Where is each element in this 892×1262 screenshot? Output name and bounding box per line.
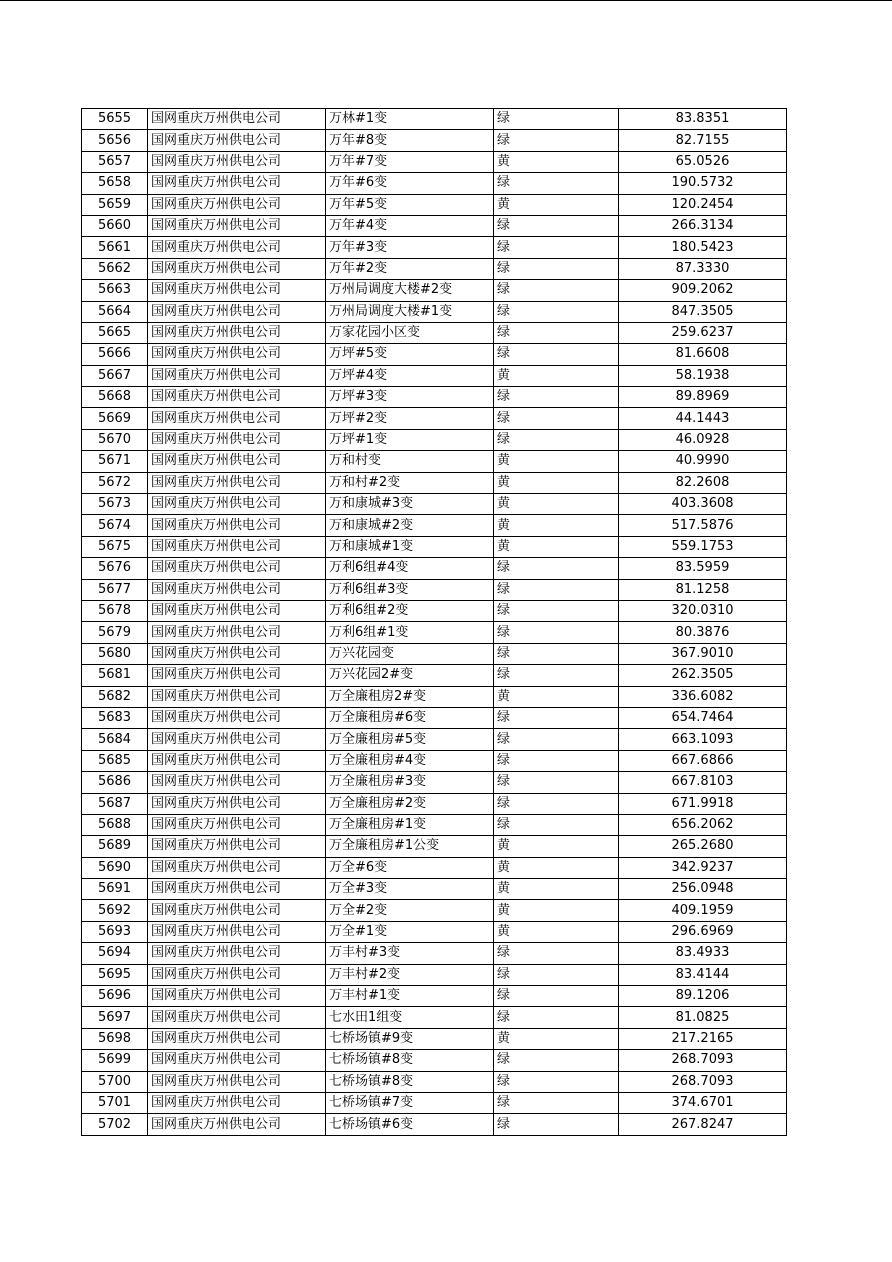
- row-id-cell: 5665: [82, 322, 148, 343]
- table-row: [82, 900, 787, 921]
- company-cell: 国网重庆万州供电公司: [148, 322, 326, 343]
- company-cell: 国网重庆万州供电公司: [148, 814, 326, 835]
- value-cell: 87.3330: [619, 258, 787, 279]
- row-id-cell: 5664: [82, 301, 148, 322]
- status-color-cell: 黄: [494, 900, 619, 921]
- row-id-cell: 5702: [82, 1114, 148, 1135]
- status-color-cell: 绿: [494, 173, 619, 194]
- status-color-cell: 绿: [494, 109, 619, 130]
- company-cell: 国网重庆万州供电公司: [148, 365, 326, 386]
- table-row: [82, 237, 787, 258]
- company-cell: 国网重庆万州供电公司: [148, 943, 326, 964]
- row-id-cell: 5686: [82, 772, 148, 793]
- station-cell: 七桥场镇#6变: [326, 1114, 494, 1135]
- row-id-cell: 5663: [82, 280, 148, 301]
- table-row: [82, 793, 787, 814]
- value-cell: 320.0310: [619, 600, 787, 621]
- table-row: [82, 109, 787, 130]
- row-id-cell: 5678: [82, 600, 148, 621]
- status-color-cell: 绿: [494, 1114, 619, 1135]
- value-cell: 83.5959: [619, 558, 787, 579]
- row-id-cell: 5671: [82, 451, 148, 472]
- table-row: [82, 344, 787, 365]
- company-cell: 国网重庆万州供电公司: [148, 707, 326, 728]
- status-color-cell: 绿: [494, 280, 619, 301]
- table-row: [82, 943, 787, 964]
- company-cell: 国网重庆万州供电公司: [148, 301, 326, 322]
- station-cell: 万全#3变: [326, 879, 494, 900]
- status-color-cell: 绿: [494, 579, 619, 600]
- status-color-cell: 绿: [494, 1092, 619, 1113]
- table-row: [82, 921, 787, 942]
- station-cell: 万全#2变: [326, 900, 494, 921]
- status-color-cell: 绿: [494, 750, 619, 771]
- company-cell: 国网重庆万州供电公司: [148, 280, 326, 301]
- status-color-cell: 绿: [494, 600, 619, 621]
- company-cell: 国网重庆万州供电公司: [148, 686, 326, 707]
- company-cell: 国网重庆万州供电公司: [148, 643, 326, 664]
- row-id-cell: 5666: [82, 344, 148, 365]
- data-table: [81, 108, 787, 1136]
- station-cell: 万坪#4变: [326, 365, 494, 386]
- value-cell: 81.6608: [619, 344, 787, 365]
- status-color-cell: 绿: [494, 622, 619, 643]
- station-cell: 万州局调度大楼#2变: [326, 280, 494, 301]
- value-cell: 268.7093: [619, 1071, 787, 1092]
- table-row: [82, 857, 787, 878]
- station-cell: 万全廉租房#3变: [326, 772, 494, 793]
- value-cell: 336.6082: [619, 686, 787, 707]
- station-cell: 万州局调度大楼#1变: [326, 301, 494, 322]
- value-cell: 847.3505: [619, 301, 787, 322]
- status-color-cell: 黄: [494, 879, 619, 900]
- value-cell: 262.3505: [619, 665, 787, 686]
- station-cell: 万坪#2变: [326, 408, 494, 429]
- station-cell: 万利6组#3变: [326, 579, 494, 600]
- company-cell: 国网重庆万州供电公司: [148, 857, 326, 878]
- status-color-cell: 绿: [494, 1071, 619, 1092]
- station-cell: 万年#5变: [326, 194, 494, 215]
- company-cell: 国网重庆万州供电公司: [148, 258, 326, 279]
- row-id-cell: 5668: [82, 387, 148, 408]
- station-cell: 万全廉租房#4变: [326, 750, 494, 771]
- status-color-cell: 绿: [494, 986, 619, 1007]
- table-row: [82, 387, 787, 408]
- row-id-cell: 5672: [82, 472, 148, 493]
- station-cell: 万利6组#1变: [326, 622, 494, 643]
- table-body: [82, 109, 787, 1136]
- row-id-cell: 5692: [82, 900, 148, 921]
- company-cell: 国网重庆万州供电公司: [148, 130, 326, 151]
- row-id-cell: 5659: [82, 194, 148, 215]
- status-color-cell: 绿: [494, 1050, 619, 1071]
- value-cell: 120.2454: [619, 194, 787, 215]
- status-color-cell: 绿: [494, 643, 619, 664]
- row-id-cell: 5662: [82, 258, 148, 279]
- station-cell: 万和村变: [326, 451, 494, 472]
- table-row: [82, 1007, 787, 1028]
- table-row: [82, 173, 787, 194]
- company-cell: 国网重庆万州供电公司: [148, 579, 326, 600]
- value-cell: 267.8247: [619, 1114, 787, 1135]
- row-id-cell: 5687: [82, 793, 148, 814]
- table-row: [82, 707, 787, 728]
- station-cell: 万林#1变: [326, 109, 494, 130]
- station-cell: 万利6组#4变: [326, 558, 494, 579]
- value-cell: 374.6701: [619, 1092, 787, 1113]
- value-cell: 517.5876: [619, 515, 787, 536]
- row-id-cell: 5660: [82, 215, 148, 236]
- status-color-cell: 黄: [494, 194, 619, 215]
- row-id-cell: 5675: [82, 536, 148, 557]
- status-color-cell: 黄: [494, 451, 619, 472]
- company-cell: 国网重庆万州供电公司: [148, 344, 326, 365]
- status-color-cell: 黄: [494, 536, 619, 557]
- value-cell: 403.3608: [619, 494, 787, 515]
- row-id-cell: 5657: [82, 151, 148, 172]
- status-color-cell: 黄: [494, 365, 619, 386]
- value-cell: 656.2062: [619, 814, 787, 835]
- row-id-cell: 5688: [82, 814, 148, 835]
- table-row: [82, 558, 787, 579]
- status-color-cell: 绿: [494, 558, 619, 579]
- company-cell: 国网重庆万州供电公司: [148, 408, 326, 429]
- row-id-cell: 5691: [82, 879, 148, 900]
- company-cell: 国网重庆万州供电公司: [148, 729, 326, 750]
- table-row: [82, 1071, 787, 1092]
- row-id-cell: 5690: [82, 857, 148, 878]
- company-cell: 国网重庆万州供电公司: [148, 964, 326, 985]
- row-id-cell: 5698: [82, 1028, 148, 1049]
- status-color-cell: 绿: [494, 429, 619, 450]
- company-cell: 国网重庆万州供电公司: [148, 986, 326, 1007]
- company-cell: 国网重庆万州供电公司: [148, 515, 326, 536]
- status-color-cell: 绿: [494, 130, 619, 151]
- row-id-cell: 5670: [82, 429, 148, 450]
- value-cell: 296.6969: [619, 921, 787, 942]
- station-cell: 万丰村#2变: [326, 964, 494, 985]
- table-row: [82, 215, 787, 236]
- status-color-cell: 黄: [494, 836, 619, 857]
- table-row: [82, 879, 787, 900]
- value-cell: 266.3134: [619, 215, 787, 236]
- company-cell: 国网重庆万州供电公司: [148, 494, 326, 515]
- status-color-cell: 绿: [494, 344, 619, 365]
- company-cell: 国网重庆万州供电公司: [148, 900, 326, 921]
- company-cell: 国网重庆万州供电公司: [148, 622, 326, 643]
- table-row: [82, 536, 787, 557]
- row-id-cell: 5697: [82, 1007, 148, 1028]
- row-id-cell: 5684: [82, 729, 148, 750]
- table-row: [82, 322, 787, 343]
- row-id-cell: 5680: [82, 643, 148, 664]
- table-row: [82, 836, 787, 857]
- company-cell: 国网重庆万州供电公司: [148, 879, 326, 900]
- status-color-cell: 绿: [494, 237, 619, 258]
- status-color-cell: 黄: [494, 686, 619, 707]
- table-row: [82, 622, 787, 643]
- table-row: [82, 1050, 787, 1071]
- row-id-cell: 5683: [82, 707, 148, 728]
- value-cell: 81.1258: [619, 579, 787, 600]
- value-cell: 559.1753: [619, 536, 787, 557]
- station-cell: 七桥场镇#7变: [326, 1092, 494, 1113]
- station-cell: 万全#6变: [326, 857, 494, 878]
- row-id-cell: 5679: [82, 622, 148, 643]
- status-color-cell: 绿: [494, 793, 619, 814]
- status-color-cell: 黄: [494, 472, 619, 493]
- value-cell: 217.2165: [619, 1028, 787, 1049]
- table-row: [82, 1028, 787, 1049]
- company-cell: 国网重庆万州供电公司: [148, 451, 326, 472]
- status-color-cell: 绿: [494, 408, 619, 429]
- status-color-cell: 绿: [494, 964, 619, 985]
- station-cell: 七桥场镇#9变: [326, 1028, 494, 1049]
- value-cell: 671.9918: [619, 793, 787, 814]
- table-row: [82, 1114, 787, 1135]
- row-id-cell: 5685: [82, 750, 148, 771]
- station-cell: 万兴花园变: [326, 643, 494, 664]
- station-cell: 七水田1组变: [326, 1007, 494, 1028]
- station-cell: 万全廉租房#2变: [326, 793, 494, 814]
- value-cell: 65.0526: [619, 151, 787, 172]
- station-cell: 万坪#3变: [326, 387, 494, 408]
- value-cell: 180.5423: [619, 237, 787, 258]
- value-cell: 44.1443: [619, 408, 787, 429]
- status-color-cell: 黄: [494, 857, 619, 878]
- row-id-cell: 5677: [82, 579, 148, 600]
- company-cell: 国网重庆万州供电公司: [148, 237, 326, 258]
- value-cell: 654.7464: [619, 707, 787, 728]
- company-cell: 国网重庆万州供电公司: [148, 429, 326, 450]
- row-id-cell: 5658: [82, 173, 148, 194]
- company-cell: 国网重庆万州供电公司: [148, 151, 326, 172]
- table-row: [82, 729, 787, 750]
- value-cell: 81.0825: [619, 1007, 787, 1028]
- table-row: [82, 301, 787, 322]
- status-color-cell: 绿: [494, 665, 619, 686]
- station-cell: 万年#3变: [326, 237, 494, 258]
- station-cell: 万坪#5变: [326, 344, 494, 365]
- station-cell: 万年#2变: [326, 258, 494, 279]
- table-row: [82, 408, 787, 429]
- status-color-cell: 绿: [494, 772, 619, 793]
- table-row: [82, 665, 787, 686]
- table-row: [82, 494, 787, 515]
- station-cell: 七桥场镇#8变: [326, 1071, 494, 1092]
- table-row: [82, 986, 787, 1007]
- row-id-cell: 5689: [82, 836, 148, 857]
- station-cell: 万年#4变: [326, 215, 494, 236]
- company-cell: 国网重庆万州供电公司: [148, 1071, 326, 1092]
- company-cell: 国网重庆万州供电公司: [148, 1007, 326, 1028]
- row-id-cell: 5701: [82, 1092, 148, 1113]
- value-cell: 259.6237: [619, 322, 787, 343]
- station-cell: 万全廉租房#6变: [326, 707, 494, 728]
- table-row: [82, 194, 787, 215]
- value-cell: 89.8969: [619, 387, 787, 408]
- station-cell: 万和康城#1变: [326, 536, 494, 557]
- company-cell: 国网重庆万州供电公司: [148, 1050, 326, 1071]
- value-cell: 40.9990: [619, 451, 787, 472]
- value-cell: 342.9237: [619, 857, 787, 878]
- station-cell: 万丰村#1变: [326, 986, 494, 1007]
- company-cell: 国网重庆万州供电公司: [148, 750, 326, 771]
- status-color-cell: 黄: [494, 151, 619, 172]
- status-color-cell: 绿: [494, 322, 619, 343]
- company-cell: 国网重庆万州供电公司: [148, 536, 326, 557]
- row-id-cell: 5682: [82, 686, 148, 707]
- value-cell: 82.7155: [619, 130, 787, 151]
- status-color-cell: 绿: [494, 258, 619, 279]
- station-cell: 万全廉租房#1公变: [326, 836, 494, 857]
- value-cell: 909.2062: [619, 280, 787, 301]
- status-color-cell: 绿: [494, 729, 619, 750]
- station-cell: 万兴花园2#变: [326, 665, 494, 686]
- station-cell: 万坪#1变: [326, 429, 494, 450]
- company-cell: 国网重庆万州供电公司: [148, 109, 326, 130]
- row-id-cell: 5667: [82, 365, 148, 386]
- value-cell: 409.1959: [619, 900, 787, 921]
- company-cell: 国网重庆万州供电公司: [148, 1028, 326, 1049]
- company-cell: 国网重庆万州供电公司: [148, 387, 326, 408]
- company-cell: 国网重庆万州供电公司: [148, 1114, 326, 1135]
- status-color-cell: 绿: [494, 943, 619, 964]
- station-cell: 万利6组#2变: [326, 600, 494, 621]
- company-cell: 国网重庆万州供电公司: [148, 215, 326, 236]
- table-row: [82, 258, 787, 279]
- table-row: [82, 365, 787, 386]
- status-color-cell: 绿: [494, 814, 619, 835]
- table-row: [82, 1092, 787, 1113]
- station-cell: 万年#7变: [326, 151, 494, 172]
- status-color-cell: 黄: [494, 1028, 619, 1049]
- company-cell: 国网重庆万州供电公司: [148, 921, 326, 942]
- value-cell: 58.1938: [619, 365, 787, 386]
- status-color-cell: 黄: [494, 494, 619, 515]
- table-row: [82, 280, 787, 301]
- row-id-cell: 5699: [82, 1050, 148, 1071]
- company-cell: 国网重庆万州供电公司: [148, 665, 326, 686]
- row-id-cell: 5700: [82, 1071, 148, 1092]
- row-id-cell: 5673: [82, 494, 148, 515]
- company-cell: 国网重庆万州供电公司: [148, 194, 326, 215]
- company-cell: 国网重庆万州供电公司: [148, 772, 326, 793]
- status-color-cell: 绿: [494, 1007, 619, 1028]
- status-color-cell: 绿: [494, 301, 619, 322]
- row-id-cell: 5693: [82, 921, 148, 942]
- value-cell: 663.1093: [619, 729, 787, 750]
- row-id-cell: 5681: [82, 665, 148, 686]
- value-cell: 46.0928: [619, 429, 787, 450]
- table-row: [82, 772, 787, 793]
- value-cell: 190.5732: [619, 173, 787, 194]
- row-id-cell: 5696: [82, 986, 148, 1007]
- station-cell: 万全廉租房#5变: [326, 729, 494, 750]
- row-id-cell: 5674: [82, 515, 148, 536]
- table-row: [82, 964, 787, 985]
- value-cell: 82.2608: [619, 472, 787, 493]
- table-row: [82, 600, 787, 621]
- company-cell: 国网重庆万州供电公司: [148, 1092, 326, 1113]
- station-cell: 万全廉租房#1变: [326, 814, 494, 835]
- value-cell: 80.3876: [619, 622, 787, 643]
- row-id-cell: 5695: [82, 964, 148, 985]
- row-id-cell: 5694: [82, 943, 148, 964]
- company-cell: 国网重庆万州供电公司: [148, 173, 326, 194]
- status-color-cell: 绿: [494, 215, 619, 236]
- value-cell: 83.4144: [619, 964, 787, 985]
- table-row: [82, 750, 787, 771]
- station-cell: 万和村#2变: [326, 472, 494, 493]
- company-cell: 国网重庆万州供电公司: [148, 793, 326, 814]
- table-row: [82, 429, 787, 450]
- table-row: [82, 151, 787, 172]
- station-cell: 万家花园小区变: [326, 322, 494, 343]
- station-cell: 万年#6变: [326, 173, 494, 194]
- page-top-rule: [0, 0, 892, 1]
- table-row: [82, 130, 787, 151]
- table-row: [82, 515, 787, 536]
- status-color-cell: 黄: [494, 515, 619, 536]
- row-id-cell: 5676: [82, 558, 148, 579]
- table-row: [82, 814, 787, 835]
- value-cell: 367.9010: [619, 643, 787, 664]
- value-cell: 89.1206: [619, 986, 787, 1007]
- company-cell: 国网重庆万州供电公司: [148, 558, 326, 579]
- row-id-cell: 5669: [82, 408, 148, 429]
- table-row: [82, 472, 787, 493]
- station-cell: 万和康城#2变: [326, 515, 494, 536]
- row-id-cell: 5656: [82, 130, 148, 151]
- station-cell: 万年#8变: [326, 130, 494, 151]
- company-cell: 国网重庆万州供电公司: [148, 600, 326, 621]
- value-cell: 83.4933: [619, 943, 787, 964]
- row-id-cell: 5661: [82, 237, 148, 258]
- station-cell: 万和康城#3变: [326, 494, 494, 515]
- station-cell: 万全#1变: [326, 921, 494, 942]
- status-color-cell: 绿: [494, 707, 619, 728]
- value-cell: 268.7093: [619, 1050, 787, 1071]
- station-cell: 万丰村#3变: [326, 943, 494, 964]
- value-cell: 667.6866: [619, 750, 787, 771]
- table-row: [82, 579, 787, 600]
- value-cell: 265.2680: [619, 836, 787, 857]
- station-cell: 七桥场镇#8变: [326, 1050, 494, 1071]
- table-row: [82, 643, 787, 664]
- company-cell: 国网重庆万州供电公司: [148, 472, 326, 493]
- status-color-cell: 绿: [494, 387, 619, 408]
- table-row: [82, 451, 787, 472]
- value-cell: 667.8103: [619, 772, 787, 793]
- status-color-cell: 黄: [494, 921, 619, 942]
- row-id-cell: 5655: [82, 109, 148, 130]
- value-cell: 83.8351: [619, 109, 787, 130]
- company-cell: 国网重庆万州供电公司: [148, 836, 326, 857]
- table-row: [82, 686, 787, 707]
- station-cell: 万全廉租房2#变: [326, 686, 494, 707]
- value-cell: 256.0948: [619, 879, 787, 900]
